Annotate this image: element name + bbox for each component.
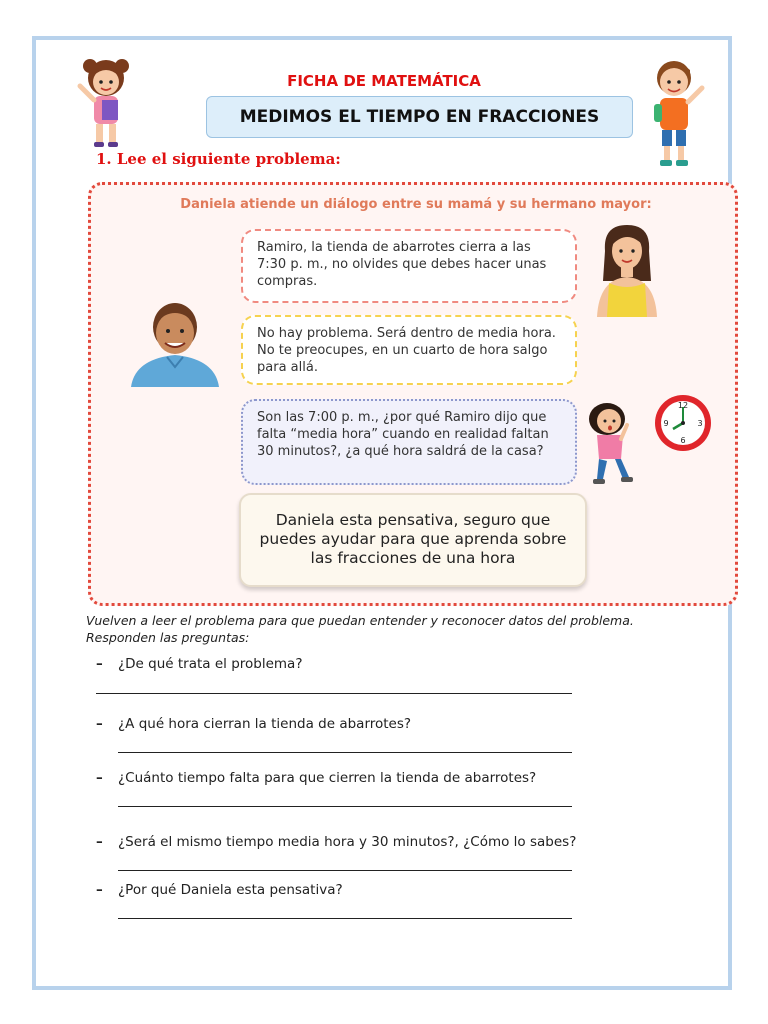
step-instruction: 1. Lee el siguiente problema: <box>96 150 341 168</box>
question-text: ¿Será el mismo tiempo media hora y 30 minutos?, ¿Cómo lo sabes? <box>118 834 577 850</box>
question-text: ¿De qué trata el problema? <box>118 656 303 672</box>
answer-line[interactable] <box>118 752 572 753</box>
bullet-dash: – <box>96 834 103 850</box>
question-text: ¿A qué hora cierran la tienda de abarrotes? <box>118 716 412 732</box>
brother-illustration <box>127 297 223 387</box>
question-dialogue-bubble: Son las 7:00 p. m., ¿por qué Ramiro dijo que falta “media hora” cuando en realidad faltan 30 minutos?, ¿a qué hora saldrá de la casa? <box>241 399 577 485</box>
answer-line[interactable] <box>118 870 572 871</box>
bullet-dash: – <box>96 716 103 732</box>
question-item <box>96 770 536 786</box>
question-text: ¿Por qué Daniela esta pensativa? <box>118 882 343 898</box>
question-item <box>96 834 576 850</box>
answer-line[interactable] <box>118 806 572 807</box>
question-text: ¿Cuánto tiempo falta para que cierren la tienda de abarrotes? <box>118 770 537 786</box>
bullet-dash: – <box>96 882 103 898</box>
clock-number-9: 9 <box>663 419 669 428</box>
bullet-dash: – <box>96 770 103 786</box>
answer-line[interactable] <box>118 918 572 919</box>
problem-panel <box>88 182 738 606</box>
problem-heading: Daniela atiende un diálogo entre su mamá y su hermano mayor: <box>180 197 652 212</box>
clock-number-12: 12 <box>677 401 689 410</box>
brother-dialogue-bubble: No hay problema. Será dentro de media hora. No te preocupes, en un cuarto de hora salgo para allá. <box>241 315 577 385</box>
question-item <box>96 882 343 898</box>
answer-line[interactable] <box>96 693 572 694</box>
question-item <box>96 716 411 732</box>
thinking-girl-illustration <box>577 395 647 491</box>
question-item <box>96 656 303 672</box>
subject-heading: FICHA DE MATEMÁTICA <box>287 72 481 90</box>
mother-dialogue-bubble: Ramiro, la tienda de abarrotes cierra a las 7:30 p. m., no olvides que debes hacer unas compras. <box>241 229 577 303</box>
girl-illustration <box>72 56 142 152</box>
instructions-text: Vuelven a leer el problema para que puedan entender y reconocer datos del problema. Responden las preguntas: <box>86 613 634 645</box>
thinking-box: Daniela esta pensativa, seguro que puedes ayudar para que aprenda sobre las fracciones de una hora <box>239 493 587 587</box>
clock-icon <box>639 389 725 455</box>
clock-number-6: 6 <box>680 436 686 445</box>
clock-number-3: 3 <box>697 419 703 428</box>
page-title: MEDIMOS EL TIEMPO EN FRACCIONES <box>206 96 633 138</box>
bullet-dash: – <box>96 656 103 672</box>
mother-illustration <box>587 221 667 317</box>
